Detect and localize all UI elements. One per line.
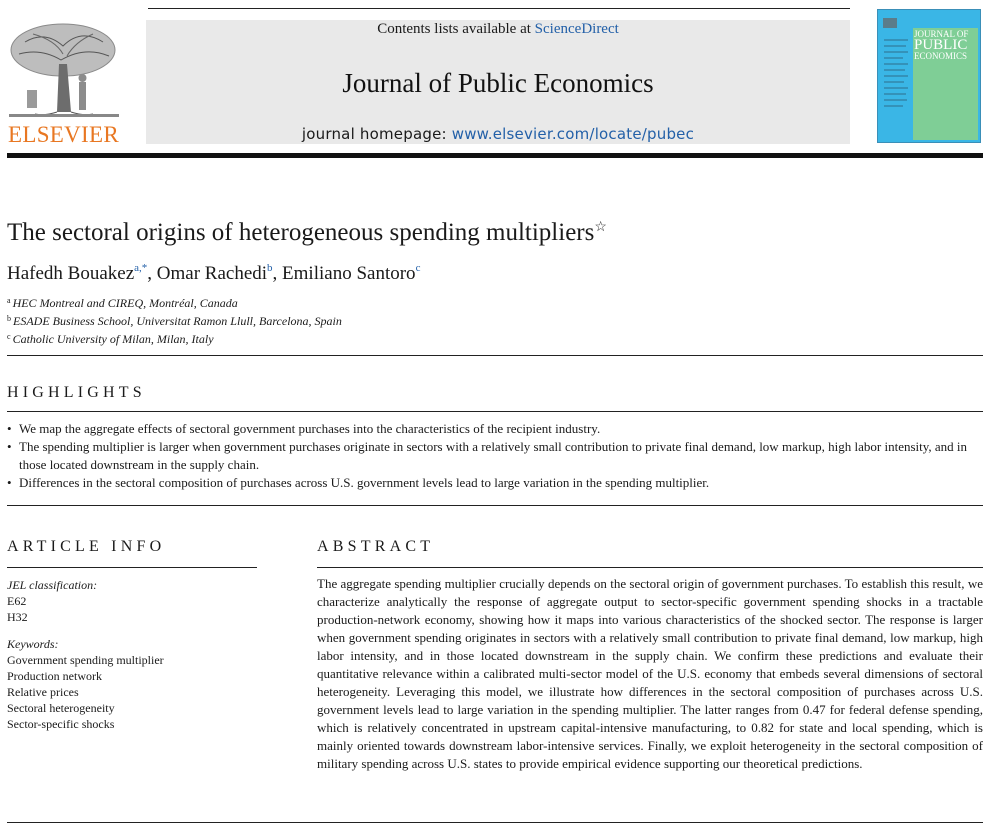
affiliation-text: HEC Montreal and CIREQ, Montréal, Canada — [12, 296, 238, 310]
header-thick-rule — [7, 153, 983, 158]
affiliation-mark: a — [7, 296, 11, 305]
affiliation-text: Catholic University of Milan, Milan, Italy — [12, 332, 214, 346]
highlights-heading: HIGHLIGHTS — [7, 384, 146, 401]
publisher-wordmark: ELSEVIER — [8, 122, 119, 147]
keywords-label: Keywords: — [7, 637, 59, 651]
divider — [7, 411, 983, 412]
author-name[interactable]: Hafedh Bouakez — [7, 263, 135, 284]
journal-homepage-line — [146, 125, 850, 143]
affiliation-mark: c — [7, 332, 11, 341]
article-title-text: The sectoral origins of heterogeneous spending multipliers — [7, 219, 595, 246]
abstract-text: The aggregate spending multiplier crucially depends on the sectoral origin of government purchases. To establish this result, we characterize analytically the response of aggregate output to sector-specific government spending shocks in a tractable production-network economy, showing how it maps into various characteristics of the shocked sector. The response is larger when government spending originates in sectors with a relatively small contribution to private final demand, low markup, high labor intensity, and in those located downstream in the supply chain. We confirm these predictions and evaluate their quantitative relevance within a calibrated multi-sector model of the U.S. economy that embeds several dimensions of sectoral heterogeneity. Leveraging this model, we illustrate how differences in the sectoral composition of purchases across U.S. government levels lead to large variation in the spending multiplier. The latter ranges from 0.47 for federal defense spending, which is relatively concentrated in upstream capital-intensive manufacturing, to 0.82 for state and local spending, which is mainly oriented towards downstream labor-intensive services. Finally, we exploit heterogeneity in the sectoral composition of military spending across U.S. states to provide empirical evidence supporting our theoretical predictions. — [317, 576, 983, 771]
affiliation-item — [7, 311, 342, 329]
keyword-item: Sector-specific shocks — [7, 717, 115, 731]
journal-banner — [146, 20, 850, 144]
divider — [7, 822, 983, 823]
article-info-heading: ARTICLE INFO — [7, 538, 166, 555]
jel-label: JEL classification: — [7, 578, 98, 592]
cover-title-line3: ECONOMICS — [914, 51, 968, 61]
contents-prefix: Contents lists available at — [377, 21, 531, 37]
contents-line — [146, 21, 850, 38]
cover-title-line1: JOURNAL OF — [914, 29, 969, 39]
keyword-item: Government spending multiplier — [7, 653, 164, 667]
highlight-item: • The spending multiplier is larger when government purchases originate in sectors with a relatively small contribution to private final demand, low markup, high labor intensity, and in those located downstream in the supply chain. — [7, 438, 983, 474]
keyword-item: Sectoral heterogeneity — [7, 701, 115, 715]
author-list: Hafedh Bouakez$^{a,*}$, Omar Rachedi$^b$, Emiliano Santoro$^c$ — [7, 262, 421, 284]
author-affiliation-mark[interactable]: c — [415, 262, 421, 274]
jel-code: E62 — [7, 594, 27, 608]
highlight-item: • Differences in the sectoral composition of purchases across U.S. government levels lead to large variation in the spending multiplier. — [7, 474, 983, 492]
divider — [7, 505, 983, 506]
abstract-heading: ABSTRACT — [317, 538, 435, 555]
homepage-prefix: journal homepage: — [301, 125, 447, 143]
cover-title-line2: PUBLIC — [914, 37, 968, 53]
highlights-list — [7, 420, 983, 492]
author-name[interactable]: Emiliano Santoro — [282, 263, 416, 284]
highlight-item: • We map the aggregate effects of sectoral government purchases into the characteristics of the recipient industry. — [7, 420, 983, 438]
jel-code: H32 — [7, 610, 28, 624]
title-footnote-star-icon[interactable]: ☆ — [594, 220, 607, 235]
cover-title — [914, 30, 980, 61]
jel-classification — [7, 577, 97, 625]
divider — [7, 567, 257, 568]
affiliation-item — [7, 329, 342, 347]
keyword-item: Production network — [7, 669, 102, 683]
affiliation-item — [7, 293, 342, 311]
journal-cover-thumbnail[interactable] — [877, 9, 981, 143]
journal-title[interactable]: Journal of Public Economics — [342, 68, 654, 98]
affiliation-list — [7, 293, 342, 347]
affiliation-mark: b — [7, 314, 11, 323]
header-top-rule — [148, 8, 850, 9]
divider — [7, 355, 983, 356]
keywords-block — [7, 636, 164, 732]
author-affiliation-mark[interactable]: a,* — [134, 262, 148, 274]
affiliation-text: ESADE Business School, Universitat Ramon Llull, Barcelona, Spain — [13, 314, 342, 328]
article-title — [7, 219, 607, 247]
tree-icon — [5, 20, 123, 120]
homepage-link[interactable]: www.elsevier.com/locate/pubec — [451, 125, 695, 143]
sciencedirect-link[interactable]: ScienceDirect — [534, 21, 619, 37]
author-affiliation-mark[interactable]: b — [267, 262, 273, 274]
author-name[interactable]: Omar Rachedi — [156, 263, 268, 284]
cover-logo-icon — [881, 16, 911, 136]
keyword-item: Relative prices — [7, 685, 79, 699]
divider — [317, 567, 983, 568]
